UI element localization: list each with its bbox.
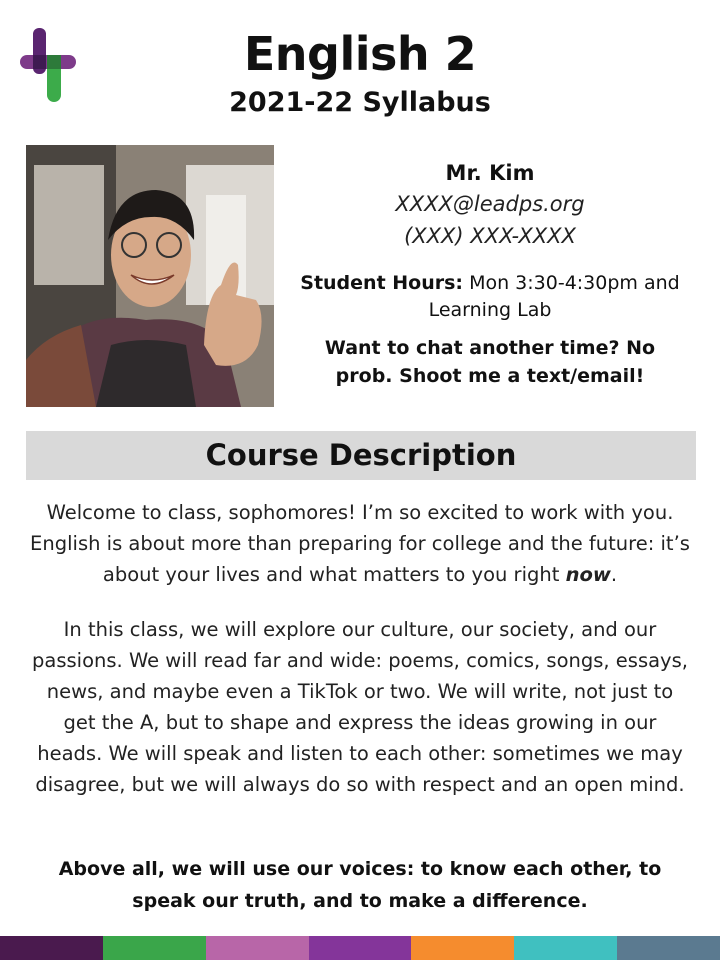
color-stripe-6 [514,936,617,960]
chat-note: Want to chat another time? No prob. Shoot me a text/email! [324,337,656,387]
student-hours-label: Student Hours: [300,272,464,294]
closing-statement: Above all, we will use our voices: to know each other, to speak our truth, and to make a difference. [58,858,662,912]
color-stripe-3 [206,936,309,960]
welcome-end: . [610,563,618,586]
page-title: English 2 [243,27,477,81]
contact-block [300,158,680,390]
teacher-email[interactable]: XXXX@leadps.org [395,192,585,216]
welcome-text: Welcome to class, sophomores! I’m so excited to work with you. English is about more than preparing for college and the future: it’s about your lives and what matters to you right [30,501,690,586]
student-hours [300,270,680,324]
student-hours-value: Mon 3:30-4:30pm and Learning Lab [428,272,680,321]
course-paragraph-plans: In this class, we will explore our culture, our society, and our passions. We will read far and wide: poems, comics, songs, essays, news, and maybe even a TikTok or two. We will write, not just to get the A, but to shape and express the ideas growing in our heads. We will speak and listen to each other: sometimes we may disagree, but we will always do so with respect and an open mind. [32,618,688,796]
course-paragraph-welcome [30,497,690,590]
teacher-photo [26,145,274,407]
page-subtitle: 2021-22 Syllabus [229,87,491,118]
teacher-phone: (XXX) XXX-XXXX [404,224,576,248]
color-stripe-2 [103,936,206,960]
teacher-name: Mr. Kim [445,161,535,185]
course-description-heading: Course Description [26,431,696,480]
color-stripe-5 [411,936,514,960]
footer-color-bar [0,936,720,960]
color-stripe-7 [617,936,720,960]
color-stripe-4 [309,936,412,960]
now-emphasis: now [565,563,611,586]
color-stripe-1 [0,936,103,960]
